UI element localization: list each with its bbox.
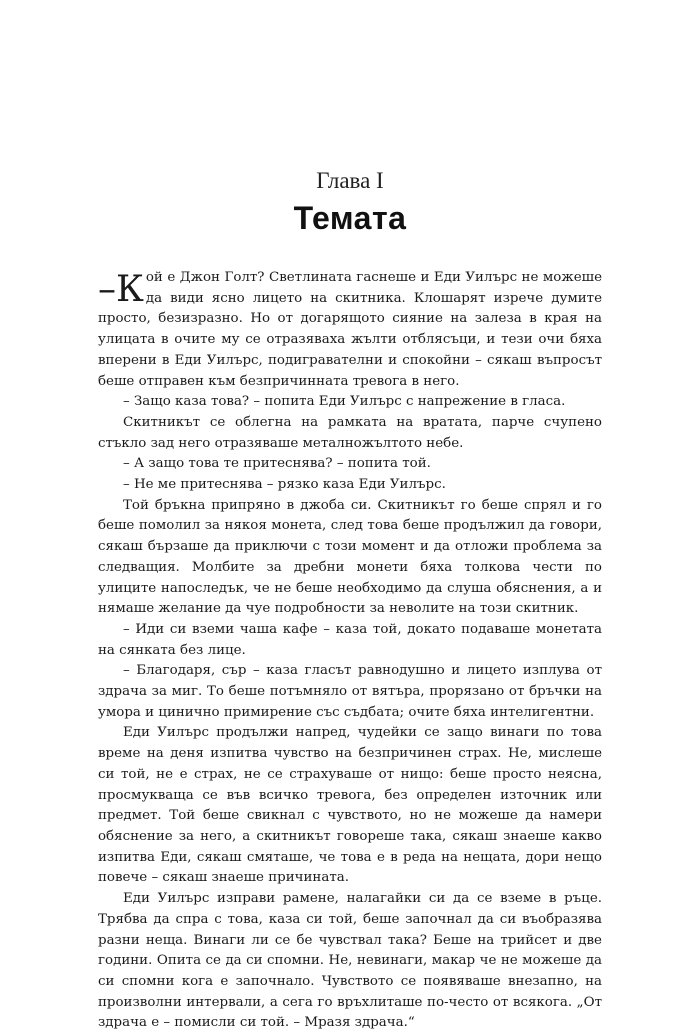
paragraph: Скитникът се облегна на рамката на вратата, парче счупено стъкло зад него отразяваше металножълтото небе. bbox=[98, 414, 602, 451]
paragraph: – Не ме притеснява – рязко каза Еди Уилърс. bbox=[123, 477, 446, 493]
paragraph: – А защо това те притеснява? – попита той. bbox=[123, 456, 431, 472]
paragraph-1 bbox=[98, 268, 602, 392]
paragraph: – Защо каза това? – попита Еди Уилърс с напрежение в гласа. bbox=[123, 394, 566, 410]
chapter-title: Темата bbox=[293, 200, 407, 236]
paragraph: Еди Уилърс изправи рамене, налагайки си да се вземе в ръце. Трябва да спра с това, каза си той, беше започнал да си въобразява разни неща. Винаги ли се бе чувствал така? Беше на трийсет и две години. Опита се да си спомни. Не, невинаги, макар че не можеше да си спомни кога е започнало. Чувството се появяваше внезапно, на произволни интервали, а сега го връхлиташе по-често от всякога. „От здрача е – помисли си той. – Мразя здрача.“ bbox=[98, 891, 602, 1031]
drop-cap: –К bbox=[98, 269, 144, 310]
chapter-label: Глава I bbox=[316, 168, 384, 193]
paragraph: Той бръкна припряно в джоба си. Скитникът го беше спрял и го беше помолил за някоя монета, след това беше продължил да говори, сякаш бързаше да приключи с този момент и да отложи проблема за следващия. Молбите за дребни монети бяха толкова чести по улиците напоследък, че не беше необходимо да слуша обяснения, а и нямаше желание да чуе подробности за неволите на този скитник. bbox=[98, 497, 602, 617]
paragraph: Еди Уилърс продължи напред, чудейки се защо винаги по това време на деня изпитва чувство на безпричинен страх. Не, мислеше си той, не е страх, не се страхуваше от нищо: беше просто неясна, просмукваща се във всичко тревога, без определен източник или предмет. Той беше свикнал с чувството, но не можеше да намери обяснение за него, а скитникът говореше така, сякаш знаеше какво изпитва Еди, сякаш смяташе, че това е в реда на нещата, дори нещо повече – сякаш знаеше причината. bbox=[98, 725, 602, 886]
first-paragraph-text: ой е Джон Голт? Светлината гаснеше и Еди Уилърс не можеше да види ясно лицето на скитника. Клошарят изрече думите просто, безизразно. Но от догарящото сияние на залеза в края на улицата в очите му се отразяваха жълти отблясъци, и тези очи бяха вперени в Еди Уилърс, подигравателни и спокойни – сякаш въпросът беше отправен към безпричинната тревога в него. bbox=[98, 270, 602, 389]
paragraph: – Благодаря, сър – каза гласът равнодушно и лицето изплува от здрача за миг. То беше потъмняло от вятъра, прорязано от бръчки на умора и цинично примирение със съдбата; очите бяха интелигентни. bbox=[98, 663, 602, 720]
paragraph: – Иди си вземи чаша кафе – каза той, докато подаваше монетата на сянката без лице. bbox=[98, 621, 602, 658]
chapter-text bbox=[98, 268, 602, 1034]
